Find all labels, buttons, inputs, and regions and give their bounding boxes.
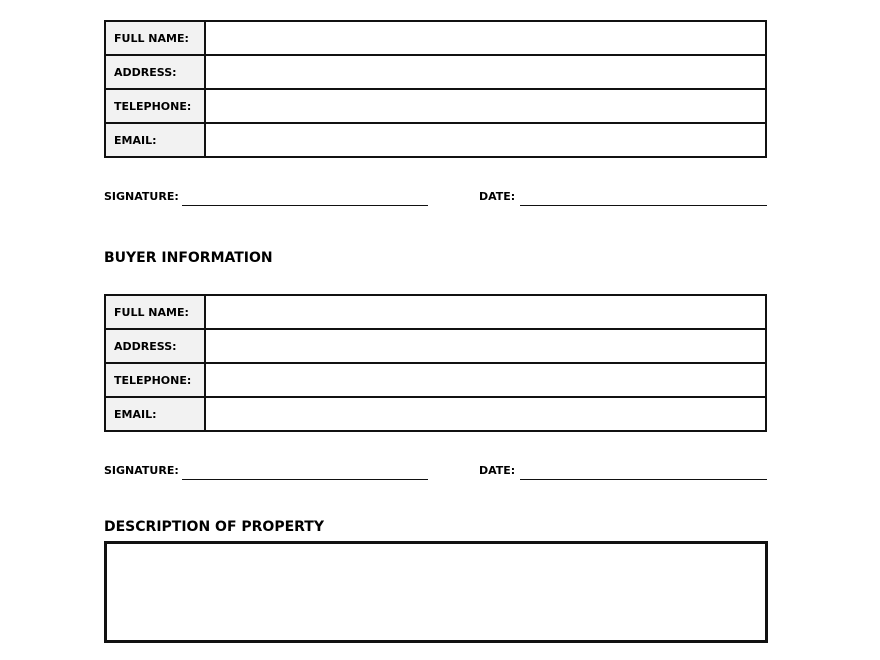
buyer-full-name-input[interactable] (206, 296, 765, 328)
seller-email-cell (205, 123, 766, 157)
seller-full-name-cell (205, 21, 766, 55)
buyer-email-input[interactable] (206, 398, 765, 430)
buyer-telephone-label: TELEPHONE: (105, 363, 205, 397)
seller-telephone-row (105, 89, 766, 123)
seller-address-input[interactable] (206, 56, 765, 88)
buyer-address-row (105, 329, 766, 363)
seller-date-line[interactable] (520, 188, 767, 206)
seller-date-label: DATE: (479, 190, 516, 203)
seller-signature-row (104, 188, 767, 208)
seller-info-table (104, 20, 767, 158)
buyer-date-label: DATE: (479, 464, 516, 477)
seller-email-input[interactable] (206, 124, 765, 156)
buyer-email-cell (205, 397, 766, 431)
seller-signature-line[interactable] (182, 188, 428, 206)
buyer-email-row (105, 397, 766, 431)
buyer-full-name-label: FULL NAME: (105, 295, 205, 329)
property-description-textarea[interactable] (107, 544, 765, 640)
buyer-date-line[interactable] (520, 462, 767, 480)
seller-telephone-input[interactable] (206, 90, 765, 122)
property-description-box (104, 541, 768, 643)
buyer-address-cell (205, 329, 766, 363)
seller-address-label: ADDRESS: (105, 55, 205, 89)
buyer-address-input[interactable] (206, 330, 765, 362)
buyer-signature-label: SIGNATURE: (104, 464, 179, 477)
buyer-signature-row (104, 462, 767, 482)
buyer-telephone-input[interactable] (206, 364, 765, 396)
seller-telephone-cell (205, 89, 766, 123)
property-description-heading: DESCRIPTION OF PROPERTY (104, 519, 324, 535)
seller-address-cell (205, 55, 766, 89)
buyer-full-name-row (105, 295, 766, 329)
seller-full-name-input[interactable] (206, 22, 765, 54)
buyer-info-table (104, 294, 767, 432)
buyer-telephone-cell (205, 363, 766, 397)
seller-telephone-label: TELEPHONE: (105, 89, 205, 123)
seller-email-row (105, 123, 766, 157)
buyer-signature-line[interactable] (182, 462, 428, 480)
seller-signature-label: SIGNATURE: (104, 190, 179, 203)
buyer-address-label: ADDRESS: (105, 329, 205, 363)
buyer-email-label: EMAIL: (105, 397, 205, 431)
buyer-information-heading: BUYER INFORMATION (104, 250, 273, 266)
seller-address-row (105, 55, 766, 89)
seller-full-name-label: FULL NAME: (105, 21, 205, 55)
seller-full-name-row (105, 21, 766, 55)
buyer-telephone-row (105, 363, 766, 397)
buyer-full-name-cell (205, 295, 766, 329)
seller-email-label: EMAIL: (105, 123, 205, 157)
